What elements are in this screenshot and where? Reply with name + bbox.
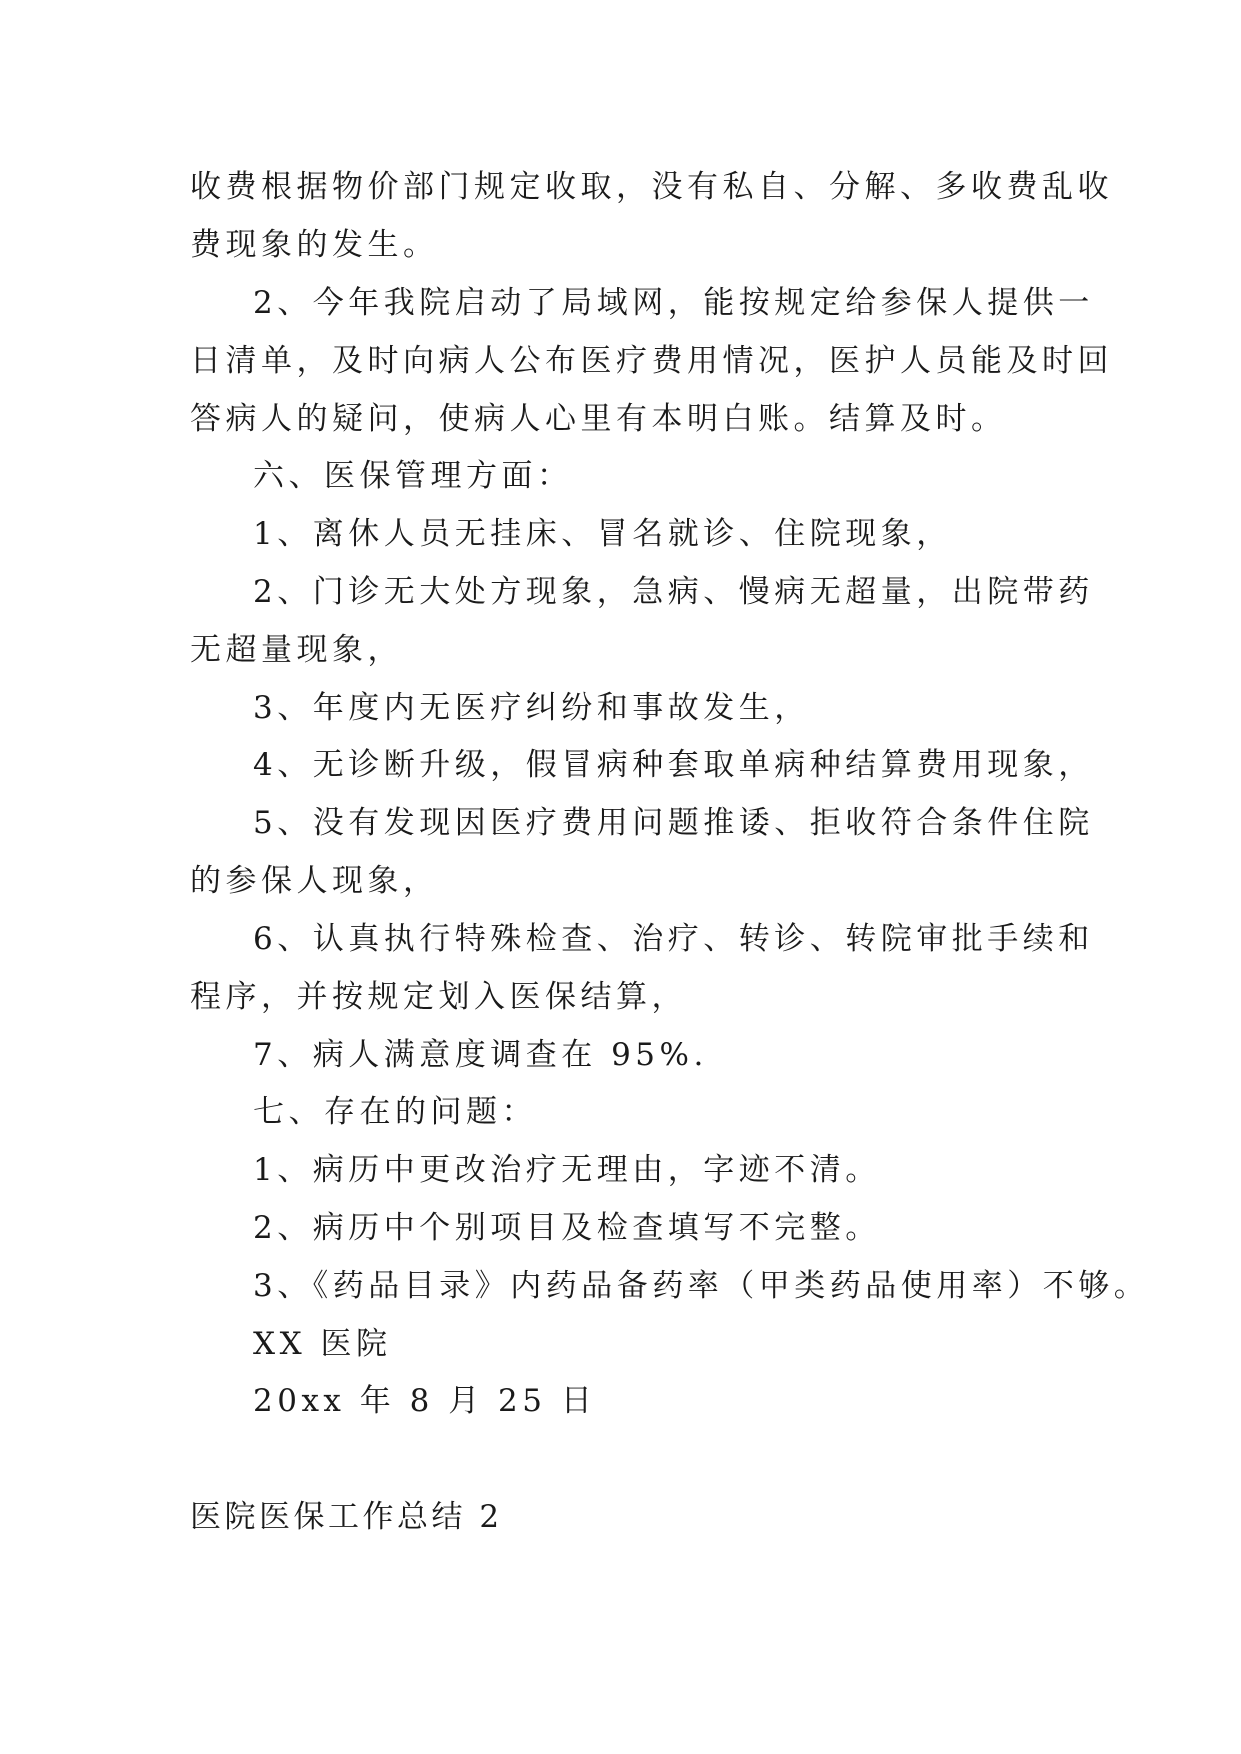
section-heading: 七、存在的问题： — [253, 1094, 537, 1130]
body-text-line: 无超量现象， — [190, 632, 403, 668]
list-item: 1、离休人员无挂床、冒名就诊、住院现象， — [253, 516, 952, 552]
signature-organization: XX 医院 — [253, 1326, 392, 1362]
list-item: 4、无诊断升级，假冒病种套取单病种结算费用现象， — [253, 747, 1094, 783]
list-item: 5、没有发现因医疗费用问题推诿、拒收符合条件住院 — [253, 805, 1094, 841]
list-item: 6、认真执行特殊检查、治疗、转诊、转院审批手续和 — [253, 921, 1094, 957]
list-item: 1、病历中更改治疗无理由，字迹不清。 — [253, 1152, 881, 1188]
list-item: 3、《药品目录》内药品备药率（甲类药品使用率）不够。 — [253, 1268, 1150, 1304]
body-text-line: 日清单，及时向病人公布医疗费用情况，医护人员能及时回 — [190, 343, 1113, 379]
next-section-title: 医院医保工作总结 2 — [190, 1499, 503, 1535]
body-text-line: 程序，并按规定划入医保结算， — [190, 979, 687, 1015]
body-text-line: 2、今年我院启动了局域网，能按规定给参保人提供一 — [253, 285, 1094, 321]
body-text-line: 收费根据物价部门规定收取，没有私自、分解、多收费乱收 — [190, 169, 1113, 205]
body-text-line: 答病人的疑问，使病人心里有本明白账。结算及时。 — [190, 401, 1007, 437]
list-item: 2、门诊无大处方现象，急病、慢病无超量，出院带药 — [253, 574, 1094, 610]
section-heading: 六、医保管理方面： — [253, 458, 573, 494]
list-item: 3、年度内无医疗纠纷和事故发生， — [253, 690, 810, 726]
list-item: 2、病历中个别项目及检查填写不完整。 — [253, 1210, 881, 1246]
body-text-line: 的参保人现象， — [190, 863, 439, 899]
list-item: 7、病人满意度调查在 95%. — [253, 1037, 708, 1073]
signature-date: 20xx 年 8 月 25 日 — [253, 1383, 597, 1419]
body-text-line: 费现象的发生。 — [190, 227, 439, 263]
